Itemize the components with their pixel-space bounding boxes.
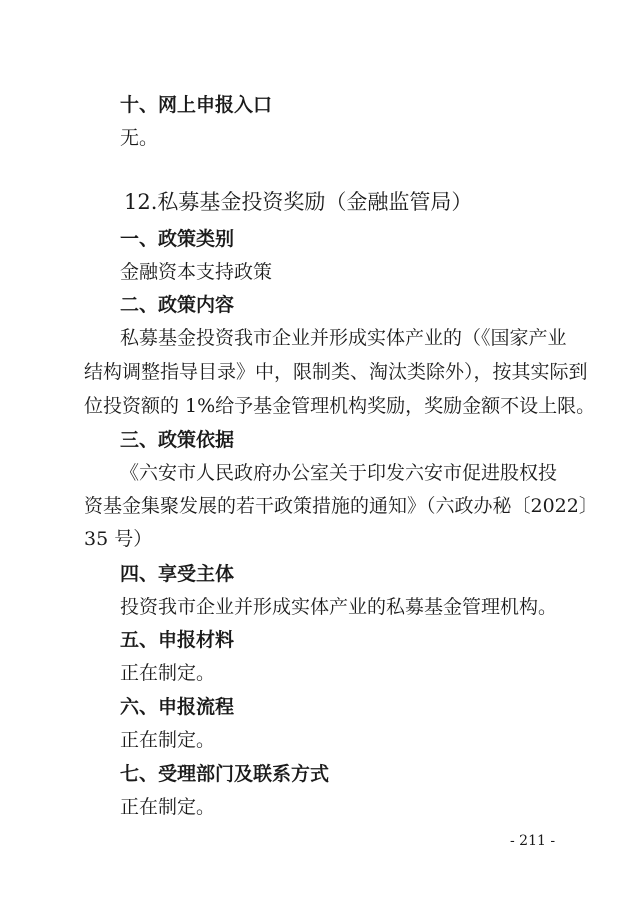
department-text: 正在制定。 [120,796,216,818]
basis-heading: 三、政策依据 [120,429,235,451]
content-line-2: 结构调整指导目录》中，限制类、淘汰类除外），按其实际到 [84,361,588,383]
process-heading: 六、申报流程 [120,696,235,718]
section-10-heading: 十、网上申报入口 [120,94,273,116]
category-heading: 一、政策类别 [120,228,235,250]
page-number: - 211 - [510,833,556,849]
content-line-1: 私募基金投资我市企业并形成实体产业的（《国家产业 [120,327,567,349]
item-title: 12.私募基金投资奖励（金融监管局） [124,190,473,214]
category-text: 金融资本支持政策 [120,261,273,283]
basis-line-3: 35 号） [84,528,153,550]
department-heading: 七、受理部门及联系方式 [120,763,330,785]
content-line-3: 位投资额的 1%给予基金管理机构奖励，奖励金额不设上限。 [84,395,596,417]
subject-text: 投资我市企业并形成实体产业的私募基金管理机构。 [120,596,558,618]
content-heading: 二、政策内容 [120,294,235,316]
section-10-body: 无。 [120,127,159,149]
basis-line-1: 《六安市人民政府办公室关于印发六安市促进股权投 [120,462,558,484]
materials-heading: 五、申报材料 [120,629,235,651]
process-text: 正在制定。 [120,729,216,751]
materials-text: 正在制定。 [120,662,216,684]
basis-line-2: 资基金集聚发展的若干政策措施的通知》（六政办秘〔2022〕 [84,495,598,517]
subject-heading: 四、享受主体 [120,563,235,585]
